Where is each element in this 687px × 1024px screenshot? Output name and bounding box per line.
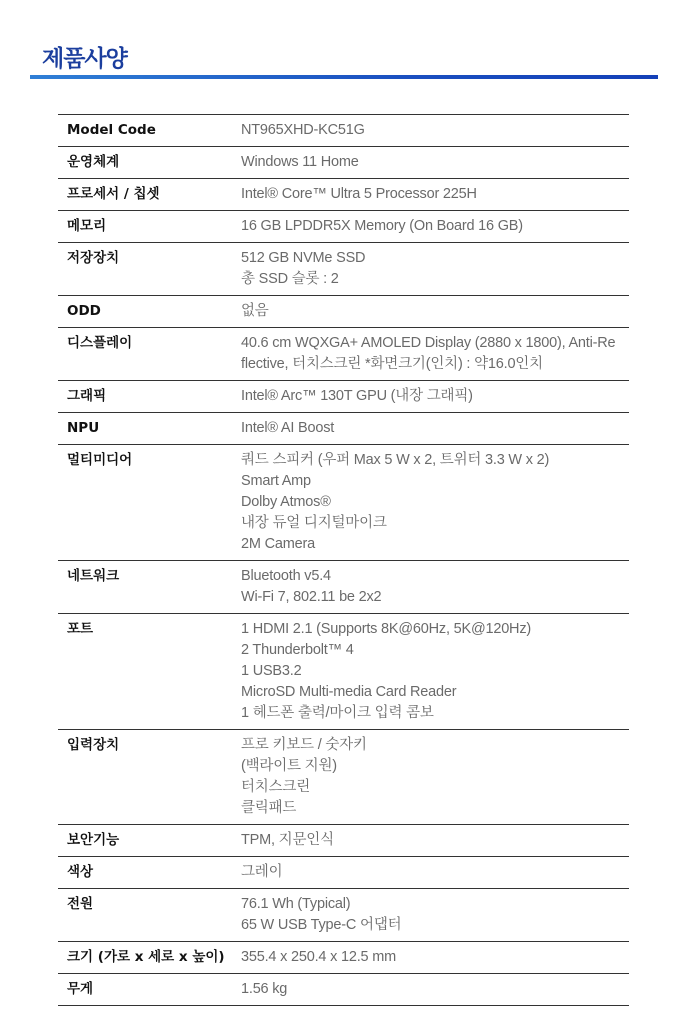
spec-value [241,211,629,243]
spec-row [58,942,629,974]
spec-value [241,825,629,857]
spec-value-line: 터치스크린 [241,779,311,795]
spec-table [58,114,629,1006]
spec-label: 포트 [58,614,241,730]
spec-label: 멀티미디어 [58,445,241,561]
spec-row [58,296,629,328]
spec-value-line: flective, 터치스크린 *화면크기(인치) : 약16.0인치 [241,356,543,372]
spec-label: 색상 [58,857,241,889]
spec-row [58,561,629,614]
spec-label: 디스플레이 [58,328,241,381]
spec-label: NPU [58,413,241,445]
spec-row [58,889,629,942]
spec-label: 전원 [58,889,241,942]
spec-value-line: 2 Thunderbolt™ 4 [241,642,354,658]
spec-label: 보안기능 [58,825,241,857]
spec-value [241,974,629,1006]
spec-label: 크기 (가로 x 세로 x 높이) [58,942,241,974]
spec-value-line: Windows 11 Home [241,154,359,170]
spec-row [58,328,629,381]
spec-value [241,147,629,179]
spec-row [58,974,629,1006]
spec-label: 운영체계 [58,147,241,179]
spec-value [241,413,629,445]
spec-value-line: 40.6 cm WQXGA+ AMOLED Display (2880 x 1800), Anti-Re [241,335,616,351]
spec-label: 저장장치 [58,243,241,296]
spec-value-line: 65 W USB Type-C 어댑터 [241,917,402,933]
spec-value-line: 1 USB3.2 [241,663,302,679]
spec-value [241,614,629,730]
spec-label: 입력장치 [58,730,241,825]
spec-label: 프로세서 / 칩셋 [58,179,241,211]
spec-row [58,857,629,889]
spec-value [241,561,629,614]
spec-value-line: 쿼드 스피커 (우퍼 Max 5 W x 2, 트위터 3.3 W x 2) [241,452,550,468]
spec-value-line: 1.56 kg [241,981,288,997]
spec-row [58,413,629,445]
spec-value-line: (백라이트 지원) [241,758,337,774]
spec-value-line: MicroSD Multi-media Card Reader [241,684,457,700]
spec-value [241,445,629,561]
spec-row [58,147,629,179]
spec-value-line: 16 GB LPDDR5X Memory (On Board 16 GB) [241,218,523,234]
spec-value [241,730,629,825]
spec-value-line: 내장 듀얼 디지털마이크 [241,515,387,531]
spec-row [58,115,629,147]
spec-row [58,445,629,561]
spec-value [241,328,629,381]
spec-value [241,115,629,147]
spec-value [241,381,629,413]
spec-label: 메모리 [58,211,241,243]
spec-value-line: TPM, 지문인식 [241,832,334,848]
spec-label: 그래픽 [58,381,241,413]
spec-value-line: 1 헤드폰 출력/마이크 입력 콤보 [241,705,434,721]
spec-row [58,179,629,211]
spec-value-line: Intel® Arc™ 130T GPU (내장 그래픽) [241,388,473,404]
spec-label: 무게 [58,974,241,1006]
spec-value-line: 총 SSD 슬롯 : 2 [241,271,339,287]
spec-value-line: 76.1 Wh (Typical) [241,896,351,912]
spec-value-line: 2M Camera [241,536,315,552]
spec-value-line: Bluetooth v5.4 [241,568,331,584]
spec-label: Model Code [58,115,241,147]
title-underline [30,75,658,79]
spec-value-line: Intel® Core™ Ultra 5 Processor 225H [241,186,477,202]
spec-label: ODD [58,296,241,328]
spec-row [58,614,629,730]
spec-value-line: Intel® AI Boost [241,420,335,436]
spec-value [241,889,629,942]
spec-value-line: Dolby Atmos® [241,494,331,510]
spec-value-line: 클릭패드 [241,800,297,816]
spec-value-line: Wi-Fi 7, 802.11 be 2x2 [241,589,382,605]
spec-row [58,730,629,825]
spec-label: 네트워크 [58,561,241,614]
spec-value-line: 그레이 [241,864,283,880]
spec-row [58,825,629,857]
spec-value [241,179,629,211]
page-title: 제품사양 [42,46,127,72]
spec-value-line: NT965XHD-KC51G [241,122,365,138]
spec-value-line: 없음 [241,303,269,319]
spec-value-line: 1 HDMI 2.1 (Supports 8K@60Hz, 5K@120Hz) [241,621,532,637]
spec-value [241,857,629,889]
spec-row [58,381,629,413]
spec-row [58,211,629,243]
spec-row [58,243,629,296]
spec-value-line: Smart Amp [241,473,311,489]
spec-value [241,942,629,974]
spec-value [241,296,629,328]
spec-value-line: 512 GB NVMe SSD [241,250,366,266]
spec-value-line: 355.4 x 250.4 x 12.5 mm [241,949,396,965]
spec-value-line: 프로 키보드 / 숫자키 [241,737,367,753]
spec-value [241,243,629,296]
